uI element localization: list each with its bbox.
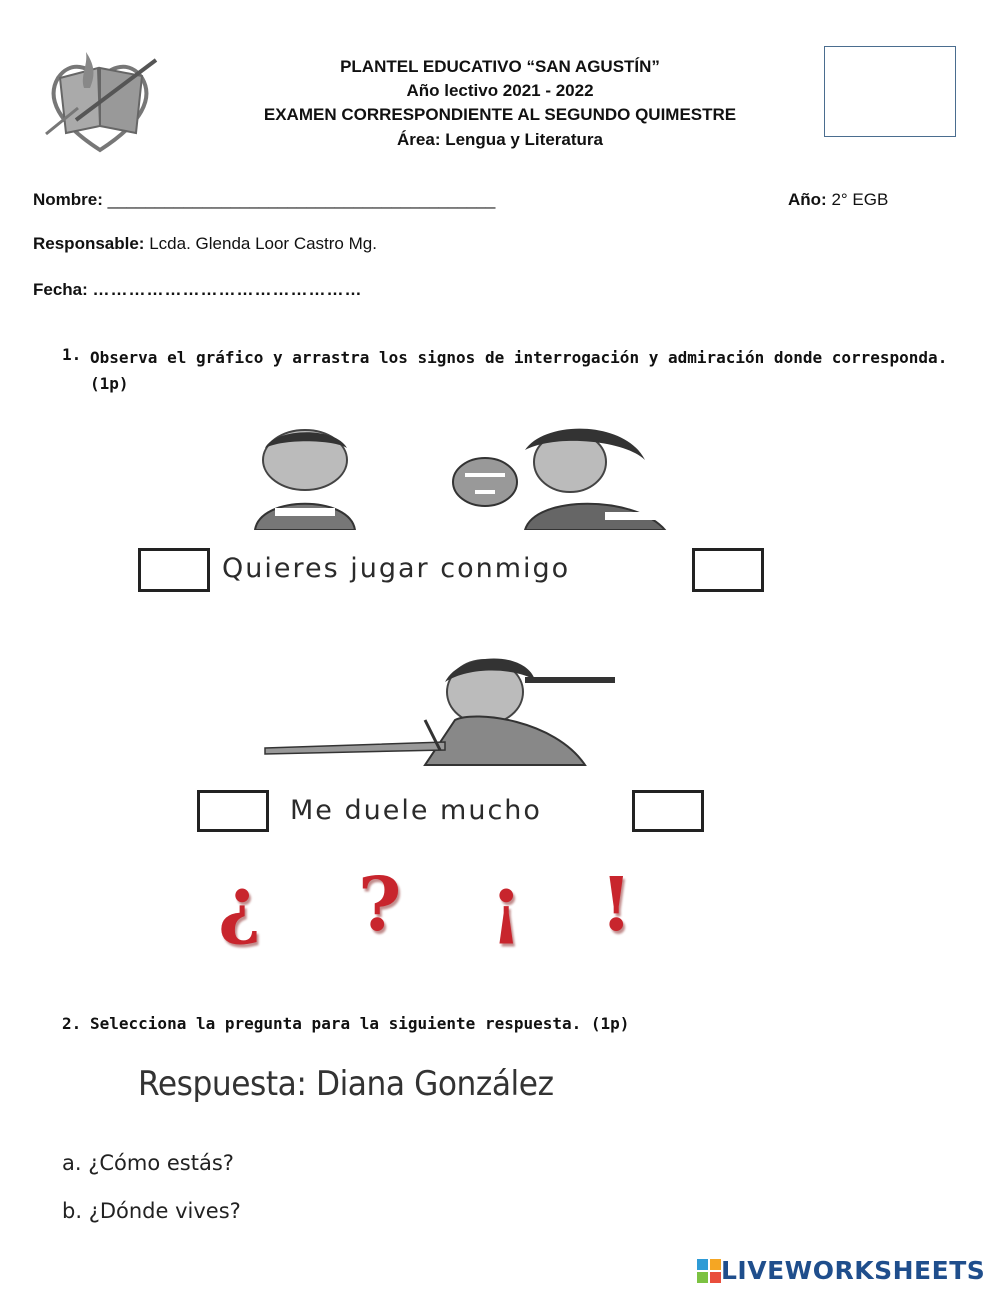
q1-text bbox=[90, 345, 960, 397]
grade-value: 2° EGB bbox=[831, 190, 889, 209]
q1-drop-box-1-start[interactable] bbox=[138, 548, 210, 592]
grade-label: Año: bbox=[788, 190, 827, 209]
q1-drop-box-1-end[interactable] bbox=[692, 548, 764, 592]
hurt-girl-illustration bbox=[255, 650, 625, 770]
date-label: Fecha: bbox=[33, 280, 88, 299]
option-a-text: ¿Cómo estás? bbox=[88, 1151, 234, 1175]
q1-points: (1p) bbox=[90, 374, 129, 393]
name-field bbox=[33, 190, 495, 210]
sentence-1: Quieres jugar conmigo bbox=[222, 553, 571, 584]
sentence-2: Me duele mucho bbox=[290, 795, 542, 826]
question-mark-sign[interactable]: ? bbox=[358, 862, 402, 948]
subject-area: Área: Lengua y Literatura bbox=[397, 130, 603, 149]
q2-text: Selecciona la pregunta para la siguiente respuesta. (1p) bbox=[90, 1014, 630, 1033]
responsible-value: Lcda. Glenda Loor Castro Mg. bbox=[149, 234, 377, 253]
option-a[interactable] bbox=[62, 1151, 234, 1175]
name-label: Nombre: bbox=[33, 190, 103, 209]
date-field bbox=[33, 280, 363, 300]
children-ball-illustration bbox=[225, 420, 695, 530]
responsible-label: Responsable: bbox=[33, 234, 145, 253]
option-b-text: ¿Dónde vives? bbox=[88, 1199, 241, 1223]
option-a-letter: a. bbox=[62, 1151, 82, 1175]
inverted-exclamation-sign[interactable]: ¡ bbox=[490, 862, 523, 948]
q1-drop-box-2-start[interactable] bbox=[197, 790, 269, 832]
school-logo bbox=[38, 38, 163, 156]
liveworksheets-logo bbox=[697, 1256, 985, 1285]
photo-box bbox=[824, 46, 956, 137]
liveworksheets-icon bbox=[697, 1259, 721, 1283]
q1-instruction: Observa el gráfico y arrastra los signos de interrogación y admiración donde corresponda. bbox=[90, 348, 948, 367]
responsible-field bbox=[33, 234, 377, 254]
liveworksheets-brand: LIVEWORKSHEETS bbox=[721, 1256, 986, 1285]
exclamation-sign[interactable]: ! bbox=[600, 862, 633, 948]
school-name: PLANTEL EDUCATIVO “SAN AGUSTÍN” bbox=[340, 57, 660, 76]
answer-text: Respuesta: Diana González bbox=[138, 1064, 554, 1104]
grade-field bbox=[788, 190, 888, 210]
option-b[interactable] bbox=[62, 1199, 241, 1223]
q1-number: 1. bbox=[62, 345, 82, 364]
option-b-letter: b. bbox=[62, 1199, 83, 1223]
inverted-question-mark-sign[interactable]: ¿ bbox=[218, 862, 262, 948]
q1-drop-box-2-end[interactable] bbox=[632, 790, 704, 832]
q2-number: 2. bbox=[62, 1014, 82, 1033]
name-line: _________________________________________ bbox=[107, 190, 496, 209]
school-year: Año lectivo 2021 - 2022 bbox=[406, 81, 594, 100]
exam-title: EXAMEN CORRESPONDIENTE AL SEGUNDO QUIMESTRE bbox=[263, 105, 737, 124]
date-dots: ……………………………………… bbox=[92, 280, 363, 299]
